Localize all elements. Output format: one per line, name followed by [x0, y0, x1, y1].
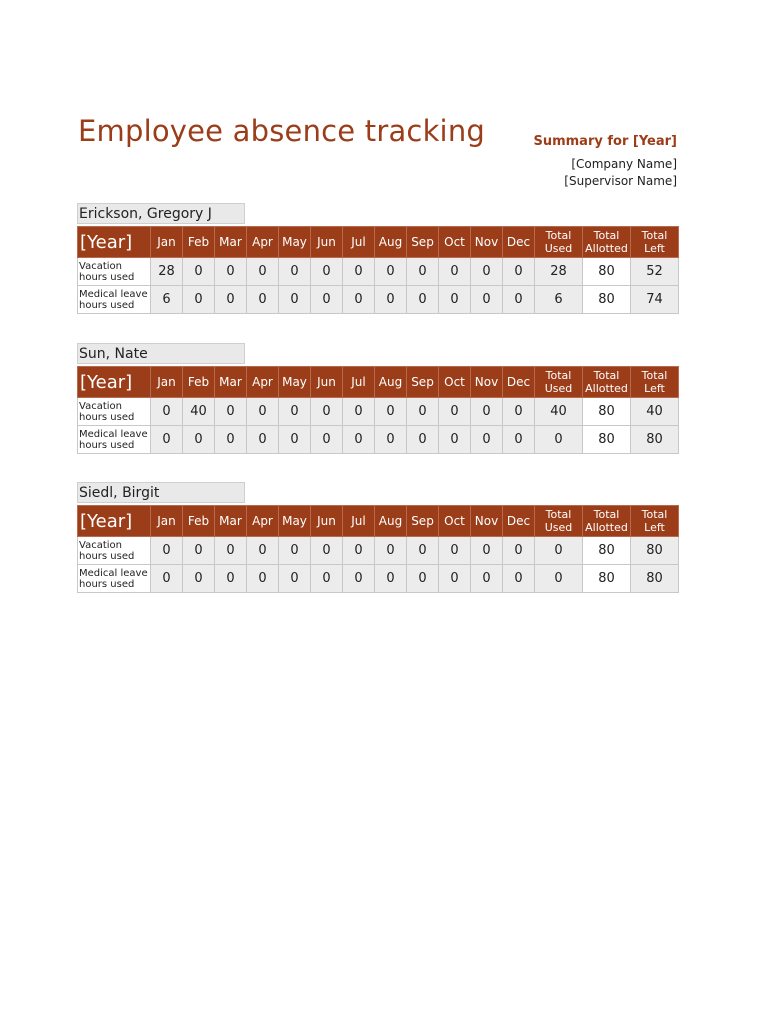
month-hours-cell[interactable]: 0	[503, 286, 535, 314]
month-header: Sep	[407, 506, 439, 537]
header-line: Used	[544, 382, 573, 395]
total-used-cell: 0	[535, 426, 583, 454]
total-allotted-cell[interactable]: 80	[583, 426, 631, 454]
row-label	[78, 398, 151, 426]
absence-table	[77, 366, 679, 454]
month-hours-cell[interactable]: 0	[183, 565, 215, 593]
header-line: Left	[644, 521, 665, 534]
total-used-cell: 40	[535, 398, 583, 426]
month-header: Apr	[247, 506, 279, 537]
summary-block	[533, 134, 677, 190]
total-left-cell: 52	[631, 258, 679, 286]
month-header: Aug	[375, 367, 407, 398]
month-header: Mar	[215, 506, 247, 537]
medical-row	[78, 426, 679, 454]
month-header: Dec	[503, 506, 535, 537]
month-header: Nov	[471, 367, 503, 398]
month-hours-cell[interactable]: 0	[279, 398, 311, 426]
month-hours-cell[interactable]: 0	[343, 286, 375, 314]
employee-name[interactable]: Siedl, Birgit	[77, 482, 245, 503]
header-line: Used	[544, 242, 573, 255]
month-hours-cell[interactable]: 0	[311, 565, 343, 593]
total-left-cell: 80	[631, 537, 679, 565]
header-line: Total	[593, 508, 620, 521]
month-hours-cell[interactable]: 0	[311, 286, 343, 314]
year-header[interactable]: [Year]	[78, 367, 151, 398]
header-line: Used	[544, 521, 573, 534]
month-hours-cell[interactable]: 0	[439, 537, 471, 565]
month-hours-cell[interactable]: 0	[183, 537, 215, 565]
month-hours-cell[interactable]: 0	[343, 426, 375, 454]
month-header: Jun	[311, 367, 343, 398]
header-row	[78, 367, 679, 398]
month-hours-cell[interactable]: 0	[279, 286, 311, 314]
header-line: Total	[593, 369, 620, 382]
employee-name[interactable]: Erickson, Gregory J	[77, 203, 245, 224]
month-header: Feb	[183, 227, 215, 258]
vacation-row	[78, 537, 679, 565]
month-hours-cell[interactable]: 0	[471, 537, 503, 565]
month-header: May	[279, 227, 311, 258]
header-line: Total	[545, 508, 572, 521]
month-hours-cell[interactable]: 0	[503, 398, 535, 426]
month-header: Oct	[439, 506, 471, 537]
month-hours-cell[interactable]: 0	[407, 258, 439, 286]
month-hours-cell[interactable]: 0	[375, 286, 407, 314]
month-hours-cell[interactable]: 0	[215, 537, 247, 565]
month-hours-cell[interactable]: 0	[503, 258, 535, 286]
month-header: Oct	[439, 367, 471, 398]
month-header: Dec	[503, 227, 535, 258]
month-header: Apr	[247, 367, 279, 398]
row-label	[78, 565, 151, 593]
total-used-header	[535, 506, 583, 537]
total-used-cell: 6	[535, 286, 583, 314]
header-line: Total	[593, 229, 620, 242]
month-hours-cell[interactable]: 0	[471, 426, 503, 454]
month-hours-cell[interactable]: 0	[375, 565, 407, 593]
header-line: Allotted	[585, 382, 628, 395]
vacation-row	[78, 398, 679, 426]
month-hours-cell[interactable]: 0	[247, 258, 279, 286]
month-header: Oct	[439, 227, 471, 258]
month-hours-cell[interactable]: 0	[407, 426, 439, 454]
month-header: May	[279, 367, 311, 398]
month-header: Jul	[343, 367, 375, 398]
month-hours-cell[interactable]: 0	[343, 537, 375, 565]
month-hours-cell[interactable]: 0	[279, 258, 311, 286]
row-label-line: hours used	[79, 550, 135, 562]
employee-block	[77, 203, 679, 314]
row-label	[78, 286, 151, 314]
total-allotted-cell[interactable]: 80	[583, 537, 631, 565]
month-header: Apr	[247, 227, 279, 258]
month-header: Dec	[503, 367, 535, 398]
month-hours-cell[interactable]: 0	[151, 426, 183, 454]
total-allotted-cell[interactable]: 80	[583, 398, 631, 426]
total-allotted-cell[interactable]: 80	[583, 258, 631, 286]
row-label-line: hours used	[79, 439, 135, 451]
total-allotted-cell[interactable]: 80	[583, 565, 631, 593]
employee-name[interactable]: Sun, Nate	[77, 343, 245, 364]
month-header: Jul	[343, 227, 375, 258]
row-label-line: hours used	[79, 299, 135, 311]
month-header: Sep	[407, 367, 439, 398]
row-label-line: hours used	[79, 578, 135, 590]
month-hours-cell[interactable]: 0	[407, 398, 439, 426]
month-hours-cell[interactable]: 0	[215, 565, 247, 593]
row-label	[78, 537, 151, 565]
month-hours-cell[interactable]: 0	[215, 398, 247, 426]
month-hours-cell[interactable]: 0	[407, 565, 439, 593]
total-left-cell: 74	[631, 286, 679, 314]
month-hours-cell[interactable]: 0	[503, 537, 535, 565]
year-header[interactable]: [Year]	[78, 506, 151, 537]
month-header: Jun	[311, 227, 343, 258]
month-header: Feb	[183, 506, 215, 537]
month-hours-cell[interactable]: 0	[215, 286, 247, 314]
row-label	[78, 258, 151, 286]
row-label-line: Vacation	[79, 400, 122, 412]
month-header: Jun	[311, 506, 343, 537]
month-hours-cell[interactable]: 0	[343, 565, 375, 593]
month-header: Mar	[215, 367, 247, 398]
header-line: Left	[644, 242, 665, 255]
month-hours-cell[interactable]: 0	[407, 286, 439, 314]
total-used-cell: 0	[535, 537, 583, 565]
month-hours-cell[interactable]: 0	[471, 565, 503, 593]
total-left-header	[631, 367, 679, 398]
row-label-line: Vacation	[79, 539, 122, 551]
month-hours-cell[interactable]: 0	[183, 258, 215, 286]
total-allotted-header	[583, 367, 631, 398]
month-hours-cell[interactable]: 0	[439, 286, 471, 314]
month-hours-cell[interactable]: 0	[471, 398, 503, 426]
row-label-line: Medical leave	[79, 567, 148, 579]
total-used-header	[535, 367, 583, 398]
month-hours-cell[interactable]: 0	[503, 426, 535, 454]
month-hours-cell[interactable]: 0	[151, 537, 183, 565]
month-hours-cell[interactable]: 0	[503, 565, 535, 593]
month-hours-cell[interactable]: 0	[375, 426, 407, 454]
month-header: Feb	[183, 367, 215, 398]
row-label-line: Vacation	[79, 260, 122, 272]
header-line: Total	[641, 508, 668, 521]
header-line: Allotted	[585, 242, 628, 255]
total-left-header	[631, 506, 679, 537]
month-hours-cell[interactable]: 40	[183, 398, 215, 426]
month-header: Jan	[151, 506, 183, 537]
month-hours-cell[interactable]: 0	[247, 398, 279, 426]
month-hours-cell[interactable]: 0	[247, 286, 279, 314]
month-hours-cell[interactable]: 0	[311, 258, 343, 286]
month-hours-cell[interactable]: 0	[439, 258, 471, 286]
year-header[interactable]: [Year]	[78, 227, 151, 258]
total-used-header	[535, 227, 583, 258]
month-hours-cell[interactable]: 0	[343, 258, 375, 286]
month-hours-cell[interactable]: 28	[151, 258, 183, 286]
row-label-line: hours used	[79, 411, 135, 423]
header-line: Total	[641, 229, 668, 242]
absence-table	[77, 226, 679, 314]
month-hours-cell[interactable]: 0	[279, 565, 311, 593]
company-name[interactable]: [Company Name]	[571, 157, 677, 171]
month-header: Nov	[471, 506, 503, 537]
absence-table	[77, 505, 679, 593]
total-used-cell: 28	[535, 258, 583, 286]
total-left-header	[631, 227, 679, 258]
month-header: Nov	[471, 227, 503, 258]
month-hours-cell[interactable]: 0	[311, 398, 343, 426]
header-row	[78, 227, 679, 258]
total-used-cell: 0	[535, 565, 583, 593]
month-hours-cell[interactable]: 0	[247, 426, 279, 454]
month-hours-cell[interactable]: 0	[375, 537, 407, 565]
month-hours-cell[interactable]: 0	[439, 565, 471, 593]
month-header: May	[279, 506, 311, 537]
supervisor-name[interactable]: [Supervisor Name]	[564, 174, 677, 188]
medical-row	[78, 286, 679, 314]
month-hours-cell[interactable]: 0	[407, 537, 439, 565]
month-hours-cell[interactable]: 0	[343, 398, 375, 426]
month-hours-cell[interactable]: 0	[279, 537, 311, 565]
month-hours-cell[interactable]: 0	[375, 398, 407, 426]
total-allotted-cell[interactable]: 80	[583, 286, 631, 314]
vacation-row	[78, 258, 679, 286]
month-hours-cell[interactable]: 0	[439, 398, 471, 426]
month-hours-cell[interactable]: 0	[215, 426, 247, 454]
month-hours-cell[interactable]: 0	[439, 426, 471, 454]
month-header: Sep	[407, 227, 439, 258]
employee-block	[77, 343, 679, 454]
month-hours-cell[interactable]: 0	[151, 565, 183, 593]
month-header: Aug	[375, 506, 407, 537]
month-header: Mar	[215, 227, 247, 258]
month-hours-cell[interactable]: 0	[375, 258, 407, 286]
month-hours-cell[interactable]: 0	[151, 398, 183, 426]
row-label-line: hours used	[79, 271, 135, 283]
employee-block	[77, 482, 679, 593]
row-label	[78, 426, 151, 454]
total-allotted-header	[583, 227, 631, 258]
row-label-line: Medical leave	[79, 288, 148, 300]
month-hours-cell[interactable]: 0	[183, 426, 215, 454]
summary-title: Summary for [Year]	[533, 134, 677, 149]
month-hours-cell[interactable]: 0	[183, 286, 215, 314]
header-line: Total	[641, 369, 668, 382]
header-line: Total	[545, 369, 572, 382]
month-hours-cell[interactable]: 6	[151, 286, 183, 314]
header-row	[78, 506, 679, 537]
total-left-cell: 40	[631, 398, 679, 426]
month-hours-cell[interactable]: 0	[247, 565, 279, 593]
header-line: Left	[644, 382, 665, 395]
month-header: Aug	[375, 227, 407, 258]
month-header: Jan	[151, 227, 183, 258]
total-left-cell: 80	[631, 426, 679, 454]
month-hours-cell[interactable]: 0	[279, 426, 311, 454]
month-hours-cell[interactable]: 0	[471, 286, 503, 314]
month-header: Jan	[151, 367, 183, 398]
header-line: Total	[545, 229, 572, 242]
month-hours-cell[interactable]: 0	[311, 426, 343, 454]
month-header: Jul	[343, 506, 375, 537]
medical-row	[78, 565, 679, 593]
month-hours-cell[interactable]: 0	[471, 258, 503, 286]
month-hours-cell[interactable]: 0	[215, 258, 247, 286]
month-hours-cell[interactable]: 0	[247, 537, 279, 565]
page-title: Employee absence tracking	[78, 114, 486, 148]
total-allotted-header	[583, 506, 631, 537]
header-line: Allotted	[585, 521, 628, 534]
month-hours-cell[interactable]: 0	[311, 537, 343, 565]
total-left-cell: 80	[631, 565, 679, 593]
row-label-line: Medical leave	[79, 428, 148, 440]
